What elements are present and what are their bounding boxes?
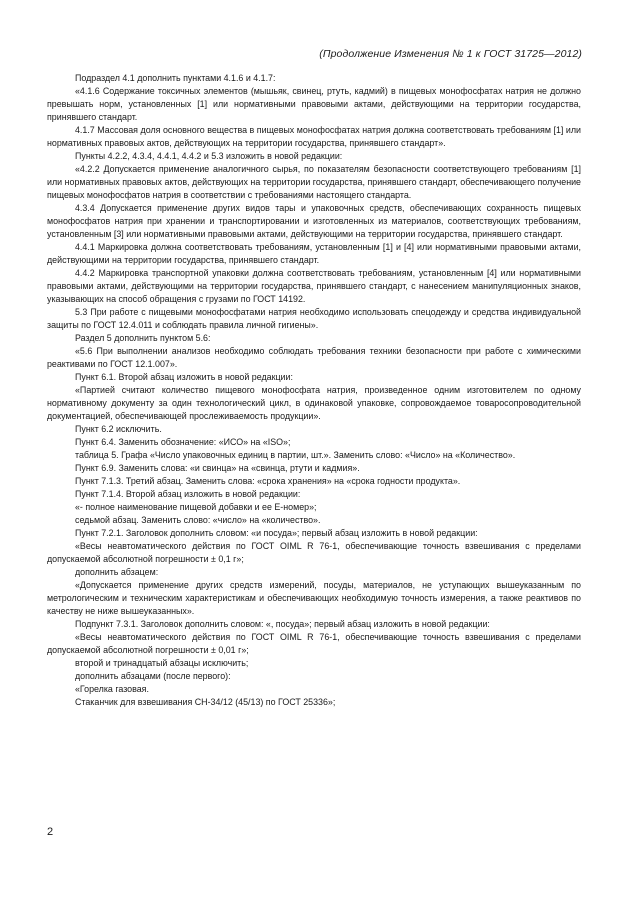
paragraph: Пункт 7.2.1. Заголовок дополнить словом: «и посуда»; первый абзац изложить в новой редакции: <box>75 528 478 538</box>
paragraph: Стаканчик для взвешивания СН-34/12 (45/13) по ГОСТ 25336»; <box>75 697 336 707</box>
paragraph: Пункт 7.1.4. Второй абзац изложить в новой редакции: <box>75 489 301 499</box>
paragraph: дополнить абзацами (после первого): <box>75 671 231 681</box>
paragraph: «5.6 При выполнении анализов необходимо соблюдать требования техники безопасности при работе с химическими реактивами по ГОСТ 12.1.007». <box>47 346 581 369</box>
paragraph: «- полное наименование пищевой добавки и ее Е-номер»; <box>75 502 317 512</box>
paragraph: 4.3.4 Допускается применение других видов тары и упаковочных средств, обеспечивающих сохранность пищевых монофосфатов натрия при хранении и транспортировании и изготовленных из материалов, соответствующих требованиям, установленным [3] или нормативными правовыми актами, действующими на территории государства, принявшего стандарт. <box>47 203 581 239</box>
paragraph: «4.2.2 Допускается применение аналогичного сырья, по показателям безопасности соответствующего требованиям [1] или нормативных правовых актов, действующих на территории государства, принявшего стандарт, обеспечивающего получение пищевых монофосфатов натрия в соответствии с требованиями настоящего стандарта. <box>47 164 581 200</box>
paragraph: Пункт 6.4. Заменить обозначение: «ИСО» на «ISO»; <box>75 437 291 447</box>
paragraph: Раздел 5 дополнить пунктом 5.6: <box>75 333 211 343</box>
paragraph: 5.3 При работе с пищевыми монофосфатами натрия необходимо использовать спецодежду и средства индивидуальной защиты по ГОСТ 12.4.011 и соблюдать правила личной гигиены». <box>47 307 581 330</box>
paragraph: 4.4.2 Маркировка транспортной упаковки должна соответствовать требованиям, установленным [4] или нормативными правовыми актами, действующими на территории государства, принявшего стандарт, с нанесением манипуляционных знаков, указывающих на способ обращения с грузами по ГОСТ 14192. <box>47 268 581 304</box>
paragraph: 4.4.1 Маркировка должна соответствовать требованиям, установленным [1] и [4] или нормативными правовыми актами, действующими на территории государства, принявшего стандарт. <box>47 242 581 265</box>
paragraph: «Весы неавтоматического действия по ГОСТ OIML R 76-1, обеспечивающие точность взвешивания с пределами допускаемой абсолютной погрешности ± 0,01 г»; <box>47 632 581 655</box>
paragraph: дополнить абзацем: <box>75 567 159 577</box>
paragraph: «Допускается применение других средств измерений, посуды, материалов, не уступающих вышеуказанным по метрологическим и техническим характеристикам и обеспечивающих необходимую точность измерения, а также реактивов по качеству не ниже вышеуказанных». <box>47 580 581 616</box>
paragraph: Пункт 6.9. Заменить слова: «и свинца» на «свинца, ртути и кадмия». <box>75 463 360 473</box>
paragraph: Подраздел 4.1 дополнить пунктами 4.1.6 и 4.1.7: <box>75 73 276 83</box>
paragraph: «Партией считают количество пищевого монофосфата натрия, произведенное одним изготовителем по одному нормативному документу за один технологический цикл, в одинаковой упаковке, сопровождаемое товаросопроводительной документацией, обеспечивающей прослеживаемость продукции». <box>47 385 581 421</box>
paragraph: «Весы неавтоматического действия по ГОСТ OIML R 76-1, обеспечивающие точность взвешивания с пределами допускаемой абсолютной погрешности ± 0,1 г»; <box>47 541 581 564</box>
paragraph: седьмой абзац. Заменить слово: «число» на «количество». <box>75 515 321 525</box>
page-number: 2 <box>47 826 54 838</box>
running-header: (Продолжение Изменения № 1 к ГОСТ 31725—2012) <box>319 48 582 60</box>
paragraph: Пункт 7.1.3. Третий абзац. Заменить слова: «срока хранения» на «срока годности продукта». <box>75 476 461 486</box>
paragraph: Пункт 6.1. Второй абзац изложить в новой редакции: <box>75 372 293 382</box>
paragraph: «Горелка газовая. <box>75 684 149 694</box>
paragraph: Подпункт 7.3.1. Заголовок дополнить словом: «, посуда»; первый абзац изложить в новой редакции: <box>75 619 490 629</box>
paragraph: таблица 5. Графа «Число упаковочных единиц в партии, шт.». Заменить слово: «Число» на «Количество». <box>75 450 516 460</box>
document-body <box>47 72 581 709</box>
paragraph: Пункт 6.2 исключить. <box>75 424 162 434</box>
paragraph: «4.1.6 Содержание токсичных элементов (мышьяк, свинец, ртуть, кадмий) в пищевых монофосфатах натрия не должно превышать норм, установленных [1] или нормативными правовыми актами, действующими на территории государства, принявшего стандарт. <box>47 86 581 122</box>
paragraph: Пункты 4.2.2, 4.3.4, 4.4.1, 4.4.2 и 5.3 изложить в новой редакции: <box>75 151 343 161</box>
paragraph: 4.1.7 Массовая доля основного вещества в пищевых монофосфатах натрия должна соответствовать требованиям [1] или нормативных правовых актов, действующих на территории государства, принявшего стандарт». <box>47 125 581 148</box>
paragraph: второй и тринадцатый абзацы исключить; <box>75 658 249 668</box>
